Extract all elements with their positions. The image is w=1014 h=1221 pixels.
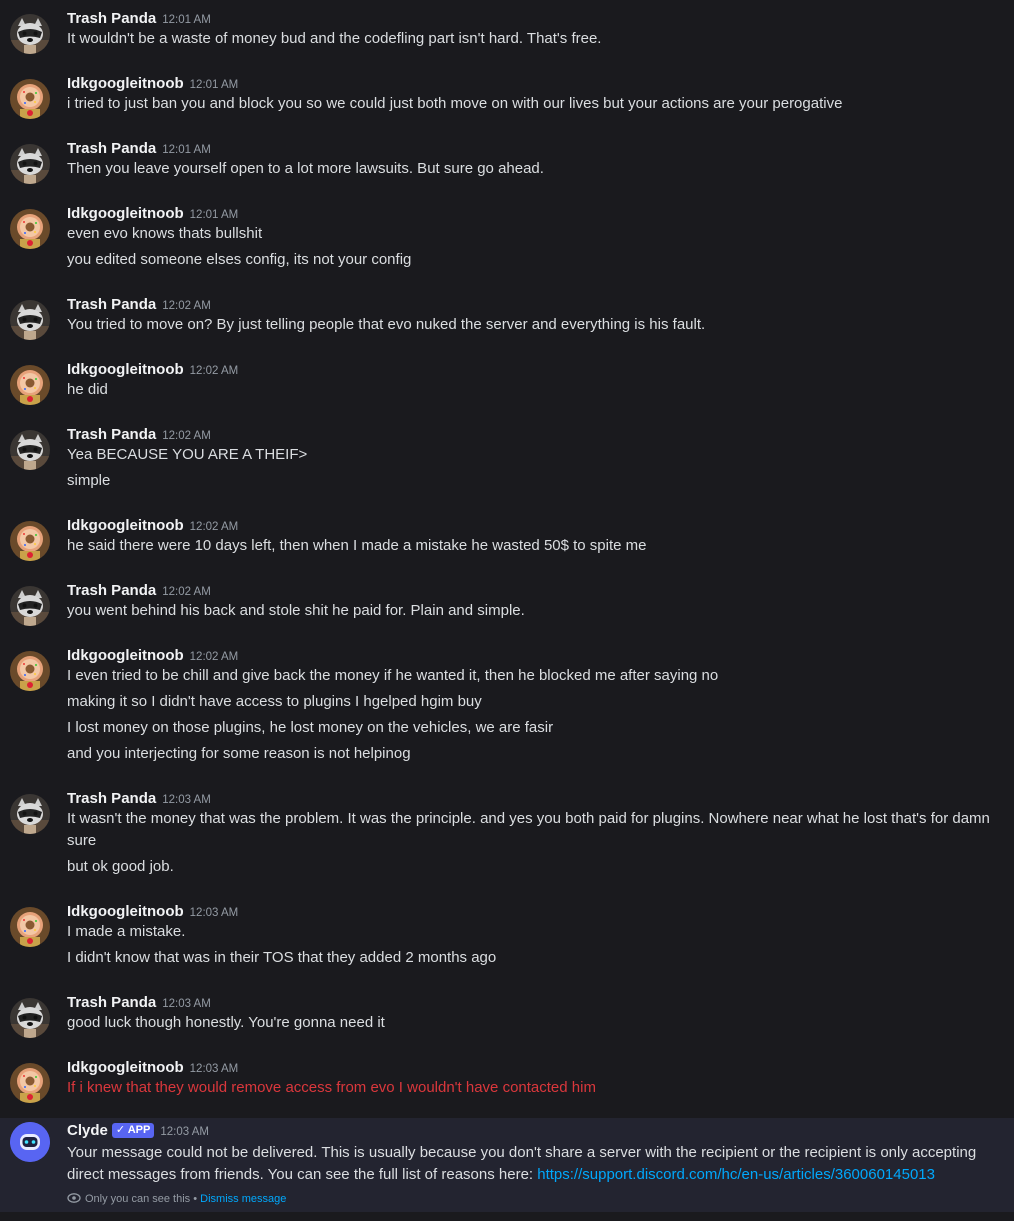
username[interactable]: Trash Panda [67,426,157,443]
message-header [67,294,211,316]
message-header [67,645,238,667]
message-header [67,901,238,923]
dismiss-message-link[interactable]: Dismiss message [200,1193,287,1205]
raccoon-avatar[interactable] [10,14,50,54]
clyde-avatar[interactable] [10,1122,50,1162]
timestamp: 12:03 AM [162,998,211,1010]
username[interactable]: Idkgoogleitnoob [67,361,184,378]
raccoon-avatar[interactable] [10,998,50,1038]
donut-avatar[interactable] [10,521,50,561]
message-text: i tried to just ban you and block you so we could just both move on with our lives but your actions are your perogative [67,95,843,112]
message-text: he said there were 10 days left, then when I made a mistake he wasted 50$ to spite me [67,537,647,554]
timestamp: 12:01 AM [162,144,211,156]
message-text: I even tried to be chill and give back the money if he wanted it, then he blocked me after saying no [67,667,719,684]
message-text: and you interjecting for some reason is not helpinog [67,745,411,762]
timestamp: 12:02 AM [162,430,211,442]
username[interactable]: Idkgoogleitnoob [67,75,184,92]
message-text: Then you leave yourself open to a lot more lawsuits. But sure go ahead. [67,160,544,177]
clyde-timestamp: 12:03 AM [160,1126,209,1138]
message-text: It wouldn't be a waste of money bud and the codefling part isn't hard. That's free. [67,30,602,47]
message-header [67,203,238,225]
message-header [67,424,211,446]
support-link[interactable]: https://support.discord.com/hc/en-us/articles/360060145013 [537,1166,935,1183]
username[interactable]: Trash Panda [67,994,157,1011]
message-text: he did [67,381,108,398]
username[interactable]: Idkgoogleitnoob [67,1059,184,1076]
clyde-username[interactable]: Clyde [67,1122,108,1139]
timestamp: 12:03 AM [189,1063,239,1075]
app-badge [112,1123,155,1138]
donut-avatar[interactable] [10,79,50,119]
message-text: making it so I didn't have access to plugins I hgelped hgim buy [67,693,482,710]
app-badge-label: APP [127,1124,151,1136]
username[interactable]: Trash Panda [67,10,157,27]
message-text: If i knew that they would remove access from evo I wouldn't have contacted him [67,1079,596,1096]
username[interactable]: Idkgoogleitnoob [67,647,184,664]
donut-avatar[interactable] [10,365,50,405]
raccoon-avatar[interactable] [10,144,50,184]
timestamp: 12:01 AM [189,79,239,91]
message-text: you edited someone elses config, its not your config [67,251,412,268]
message-text: simple [67,472,111,489]
message-header [67,580,211,602]
message-text: even evo knows thats bullshit [67,225,263,242]
message-header [67,73,238,95]
donut-avatar[interactable] [10,907,50,947]
message-header [67,992,211,1014]
message-header [67,1057,238,1079]
message-text: I made a mistake. [67,923,186,940]
timestamp: 12:02 AM [162,586,211,598]
raccoon-avatar[interactable] [10,430,50,470]
clyde-header [67,1120,209,1142]
timestamp: 12:02 AM [189,521,239,533]
timestamp: 12:02 AM [189,651,239,663]
username[interactable]: Idkgoogleitnoob [67,903,184,920]
message-header [67,8,211,30]
donut-avatar[interactable] [10,651,50,691]
robot-icon [10,1122,50,1162]
message-text: but ok good job. [67,858,174,875]
message-header [67,359,238,381]
message-header [67,788,211,810]
message-text: It wasn't the money that was the problem. It was the principle. and yes you both paid for plugins. Nowhere near what he lost that's for damn sure [67,810,990,849]
username[interactable]: Trash Panda [67,296,157,313]
raccoon-avatar[interactable] [10,794,50,834]
raccoon-avatar[interactable] [10,300,50,340]
timestamp: 12:02 AM [162,300,211,312]
timestamp: 12:02 AM [189,365,239,377]
message-text: I didn't know that was in their TOS that they added 2 months ago [67,949,497,966]
donut-avatar[interactable] [10,209,50,249]
username[interactable]: Idkgoogleitnoob [67,517,184,534]
message-header [67,138,211,160]
raccoon-avatar[interactable] [10,586,50,626]
timestamp: 12:03 AM [189,907,239,919]
timestamp: 12:03 AM [162,794,211,806]
clyde-body: Your message could not be delivered. This is usually because you don't share a server with the recipient or the recipient is only accepting direct messages from friends. You can see the full list of reasons here: [67,1144,977,1183]
username[interactable]: Idkgoogleitnoob [67,205,184,222]
ephemeral-notice [67,1192,286,1205]
check-icon: ✓ [115,1124,126,1136]
timestamp: 12:01 AM [189,209,239,221]
message-text: good luck though honestly. You're gonna need it [67,1014,385,1031]
username[interactable]: Trash Panda [67,790,157,807]
username[interactable]: Trash Panda [67,582,157,599]
clyde-text [67,1142,997,1186]
message-text: Yea BECAUSE YOU ARE A THEIF> [67,446,308,463]
message-header [67,515,238,537]
username[interactable]: Trash Panda [67,140,157,157]
message-text: I lost money on those plugins, he lost money on the vehicles, we are fasir [67,719,554,736]
message-text: You tried to move on? By just telling people that evo nuked the server and everything is his fault. [67,316,706,333]
donut-avatar[interactable] [10,1063,50,1103]
timestamp: 12:01 AM [162,14,211,26]
notice-text: Only you can see this • [85,1193,201,1205]
eye-icon [67,1192,81,1204]
message-text: you went behind his back and stole shit he paid for. Plain and simple. [67,602,525,619]
